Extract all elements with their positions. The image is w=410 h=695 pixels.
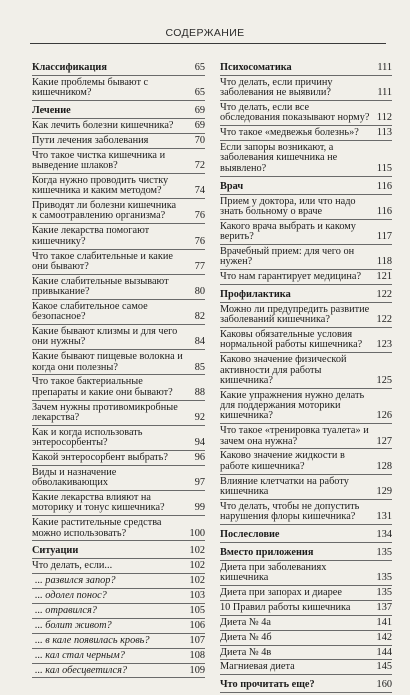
toc-entry [32, 561, 205, 571]
toc-page-number: 122 [376, 314, 392, 326]
toc-entry [220, 272, 392, 282]
toc-page-number: 102 [189, 575, 205, 587]
toc-page-number: 112 [376, 112, 392, 124]
toc-entry-divider [220, 327, 392, 328]
toc-page-number: 113 [376, 127, 392, 139]
toc-entry-divider [220, 284, 392, 285]
toc-entry [220, 197, 392, 218]
toc-entry-divider [32, 573, 205, 574]
toc-entry-title: Зачем нужны противомикробные лекарства? [32, 401, 178, 423]
toc-entry-divider [220, 542, 392, 543]
toc-section-heading [220, 530, 392, 540]
toc-page-number: 145 [376, 661, 392, 673]
toc-entry-title: Диета № 4б [220, 631, 272, 643]
toc-entry [32, 493, 205, 514]
toc-entry-title: Какие лекарства влияют на моторику и тонус кишечника? [32, 492, 165, 514]
toc-page-number: 137 [376, 601, 392, 613]
toc-page-number: 102 [189, 560, 205, 572]
toc-page-number: 105 [189, 605, 205, 617]
toc-entry [220, 588, 392, 598]
toc-entry-title: ... развился запор? [35, 575, 116, 587]
toc-entry-divider [220, 499, 392, 500]
toc-entry-title: ... одолел понос? [35, 590, 107, 602]
toc-entry-title: Какие лекарства помогают кишечнику? [32, 225, 150, 247]
toc-right-column [220, 58, 392, 695]
toc-entry-divider [32, 677, 205, 678]
toc-entry-title: Магниевая диета [220, 661, 295, 673]
toc-entry-divider [32, 223, 205, 224]
toc-entry [32, 121, 205, 131]
toc-page-number: 123 [376, 339, 392, 351]
toc-entry-divider [32, 465, 205, 466]
toc-entry [220, 603, 392, 613]
toc-entry [220, 222, 392, 243]
toc-page-number: 131 [376, 511, 392, 523]
toc-entry [32, 327, 205, 348]
toc-entry-divider [220, 423, 392, 424]
toc-entry-title: Когда нужно проводить чистку кишечника и каким методом? [32, 174, 169, 197]
toc-entry-divider [32, 249, 205, 250]
toc-entry [32, 201, 205, 222]
toc-entry-divider [220, 176, 392, 177]
toc-entry-title: Влияние клетчатки на работу кишечника [220, 475, 349, 497]
toc-section-heading [32, 63, 205, 73]
toc-entry-title: Что такое «медвежья болезнь»? [220, 127, 359, 139]
toc-entry-title: Если запоры возникают, а заболевания кишечника не выявлено? [220, 142, 338, 174]
toc-page-number: 111 [377, 87, 392, 99]
toc-page-number: 141 [376, 616, 392, 628]
toc-section-heading [220, 680, 392, 690]
page-title: СОДЕРЖАНИЕ [165, 27, 245, 39]
toc-page-number: 92 [194, 411, 205, 423]
toc-entry [32, 453, 205, 463]
toc-entry [220, 633, 392, 643]
toc-entry-title: 10 Правил работы кишечника [220, 601, 351, 613]
toc-section-heading [220, 63, 392, 73]
toc-entry-divider [32, 148, 205, 149]
toc-entry-title: Что прочитать еще? [220, 679, 315, 691]
toc-entry-divider [32, 173, 205, 174]
toc-entry-divider [220, 352, 392, 353]
toc-entry [220, 247, 392, 268]
toc-page-number: 84 [194, 336, 205, 348]
toc-entry [220, 128, 392, 138]
toc-entry-divider [32, 400, 205, 401]
toc-entry-divider [32, 100, 205, 101]
toc-entry-divider [220, 194, 392, 195]
toc-entry-title: Какие проблемы бывают с кишечником? [32, 76, 149, 99]
toc-entry-title: Что такое слабительные и какие они бывают? [32, 250, 173, 272]
toc-entry [32, 302, 205, 323]
toc-page-number: 97 [194, 477, 205, 489]
toc-entry-divider [220, 659, 392, 660]
toc-page-number: 117 [376, 231, 392, 243]
toc-page-number: 69 [194, 105, 205, 117]
toc-page-number: 100 [189, 527, 205, 539]
toc-entry-title: Каково значение жидкости в работе кишечника? [220, 450, 345, 472]
toc-page-number: 135 [376, 546, 392, 558]
toc-section-heading [32, 106, 205, 116]
toc-entry-title: Что такое бактериальные препараты и какие они бывают? [32, 376, 173, 398]
toc-page-number: 111 [377, 62, 392, 73]
toc-page-number: 129 [376, 485, 392, 497]
toc-entry [32, 576, 205, 586]
toc-entry-title: Какие растительные средства можно использовать? [32, 517, 162, 539]
toc-entry [32, 621, 205, 631]
toc-entry [220, 103, 392, 124]
toc-entry-title: Как и когда использовать энтеросорбенты? [32, 426, 143, 449]
toc-page-number: 106 [189, 619, 205, 631]
toc-page-number: 99 [194, 502, 205, 514]
toc-entry-title: Диета при запорах и диарее [220, 586, 342, 598]
toc-page-number: 125 [376, 374, 392, 386]
toc-left-column [32, 58, 205, 680]
toc-entry-title: Что делать, если... [32, 560, 113, 572]
toc-entry-divider [32, 648, 205, 649]
toc-entry-title: Что такое чистка кишечника и выведение шлаков? [32, 149, 166, 172]
toc-page-number: 121 [376, 271, 392, 283]
toc-entry-divider [220, 388, 392, 389]
toc-entry [32, 468, 205, 489]
toc-entry-title: ... кал обесцветился? [35, 664, 128, 676]
toc-page-number: 116 [376, 205, 392, 217]
toc-entry-divider [32, 603, 205, 604]
toc-entry-title: Что нам гарантирует медицина? [220, 271, 362, 283]
toc-entry-title: Какой энтеросорбент выбрать? [32, 452, 168, 463]
toc-entry-title: Прием у доктора, или что надо знать больному о враче [220, 195, 356, 217]
toc-entry-title: Какие бывают пищевые волокна и когда они полезны? [32, 351, 183, 373]
toc-entry-divider [220, 75, 392, 76]
toc-entry-divider [220, 474, 392, 475]
toc-entry-title: Какие бывают клизмы и для чего они нужны? [32, 326, 178, 348]
toc-entry-divider [220, 645, 392, 646]
toc-entry-title: Каковы обязательные условия нормальной работы кишечника? [220, 329, 363, 351]
toc-entry-divider [32, 349, 205, 350]
toc-entry-title: Диета № 4а [220, 616, 271, 628]
toc-entry-title: Приводят ли болезни кишечника к самоотравлению организма? [32, 200, 177, 222]
toc-page-number: 96 [194, 452, 205, 463]
toc-page-number: 122 [376, 288, 392, 300]
toc-entry-divider [220, 125, 392, 126]
toc-entry [32, 636, 205, 646]
toc-page-number: 76 [194, 235, 205, 247]
toc-entry [220, 451, 392, 472]
toc-entry-title: Что делать, чтобы не допустить нарушения флоры кишечника? [220, 500, 360, 523]
toc-entry-title: Врач [220, 180, 244, 192]
toc-entry-divider [220, 692, 392, 693]
toc-page-number: 69 [194, 119, 205, 131]
toc-entry-divider [220, 219, 392, 220]
toc-entry-title: Пути лечения заболевания [32, 134, 149, 146]
toc-entry-title: ... отравился? [35, 605, 97, 617]
toc-entry-divider [32, 324, 205, 325]
toc-page-number: 118 [376, 256, 392, 268]
toc-entry-divider [32, 633, 205, 634]
toc-entry-divider [220, 269, 392, 270]
toc-entry-title: Что делать, если причину заболевания не выявили? [220, 76, 333, 99]
toc-entry [220, 502, 392, 523]
toc-page-number: 77 [194, 260, 205, 272]
toc-page-number: 128 [376, 460, 392, 472]
toc-entry-title: ... в кале появилась кровь? [35, 634, 150, 646]
toc-page-number: 72 [194, 160, 205, 172]
toc-page-number: 134 [376, 528, 392, 540]
toc-section-heading [220, 182, 392, 192]
toc-entry [32, 518, 205, 539]
toc-page-number: 115 [376, 162, 392, 174]
toc-entry-title: Лечение [32, 105, 71, 117]
toc-entry-title: Послесловие [220, 528, 280, 540]
toc-entry-title: Диета № 4в [220, 646, 272, 658]
toc-entry-divider [220, 600, 392, 601]
toc-entry-divider [32, 198, 205, 199]
toc-entry-divider [32, 558, 205, 559]
toc-entry-divider [220, 674, 392, 675]
toc-entry-title: Диета при заболеваниях кишечника [220, 561, 327, 584]
toc-entry [32, 277, 205, 298]
toc-page-number: 94 [194, 437, 205, 449]
toc-entry-divider [220, 302, 392, 303]
toc-entry [220, 305, 392, 326]
toc-entry [32, 666, 205, 676]
toc-page-number: 85 [194, 361, 205, 373]
toc-entry-title: Психосоматика [220, 62, 292, 73]
toc-page-number: 142 [376, 631, 392, 643]
toc-entry-title: Профилактика [220, 288, 291, 300]
toc-entry-title: Врачебный прием: для чего он нужен? [220, 245, 355, 268]
toc-entry [220, 618, 392, 628]
toc-entry-divider [220, 244, 392, 245]
toc-entry [220, 78, 392, 99]
toc-page-number: 109 [189, 664, 205, 676]
toc-page-number: 126 [376, 410, 392, 422]
toc-entry-divider [32, 118, 205, 119]
toc-entry [32, 352, 205, 373]
toc-entry-divider [32, 75, 205, 76]
toc-entry-title: Как лечить болезни кишечника? [32, 119, 174, 131]
toc-entry [220, 477, 392, 498]
header-divider [30, 43, 386, 44]
toc-entry-divider [32, 374, 205, 375]
toc-entry-title: Какие упражнения нужно делать для поддержания моторики кишечника? [220, 389, 365, 422]
toc-entry-divider [220, 448, 392, 449]
toc-page-number: 116 [376, 180, 392, 192]
toc-entry-divider [220, 630, 392, 631]
toc-entry-divider [32, 663, 205, 664]
toc-entry [220, 330, 392, 351]
toc-entry-title: Можно ли предупредить развитие заболеваний кишечника? [220, 303, 370, 326]
toc-entry-divider [32, 540, 205, 541]
toc-page-number: 107 [189, 634, 205, 646]
toc-section-heading [220, 548, 392, 558]
toc-entry-divider [220, 140, 392, 141]
toc-entry [32, 403, 205, 424]
toc-entry [32, 226, 205, 247]
toc-entry [32, 428, 205, 449]
toc-entry-divider [32, 515, 205, 516]
toc-entry-title: Что такое «тренировка туалета» и зачем она нужна? [220, 425, 369, 447]
toc-page-number: 144 [376, 646, 392, 658]
toc-entry-title: Какое слабительное самое безопасное? [32, 300, 148, 323]
toc-entry [32, 136, 205, 146]
toc-entry-title: ... болит живот? [35, 619, 112, 631]
toc-entry-divider [32, 490, 205, 491]
toc-page-number: 102 [189, 545, 205, 557]
toc-entry-title: Ситуации [32, 545, 79, 557]
toc-entry [220, 648, 392, 658]
toc-entry [220, 391, 392, 422]
toc-entry-divider [220, 585, 392, 586]
toc-entry-divider [220, 100, 392, 101]
toc-entry [32, 252, 205, 273]
toc-entry-divider [220, 615, 392, 616]
toc-entry-title: Что делать, если все обследования показывают норму? [220, 102, 370, 124]
toc-section-heading [32, 546, 205, 556]
toc-entry [220, 355, 392, 386]
toc-entry-divider [32, 299, 205, 300]
toc-page-number: 82 [194, 311, 205, 323]
toc-entry [32, 651, 205, 661]
toc-entry-divider [220, 560, 392, 561]
toc-entry [220, 426, 392, 447]
toc-entry-title: Каково значение физической активности для работы кишечника? [220, 354, 347, 386]
toc-entry [32, 377, 205, 398]
toc-page-number: 135 [376, 572, 392, 584]
page-header [0, 0, 410, 44]
toc-section-heading [220, 290, 392, 300]
toc-page-number: 80 [194, 285, 205, 297]
toc-entry [220, 662, 392, 672]
toc-page-number: 127 [376, 435, 392, 447]
toc-entry-divider [32, 618, 205, 619]
toc-entry-title: ... кал стал черным? [35, 649, 125, 661]
toc-page-number: 108 [189, 649, 205, 661]
toc-page-number: 76 [194, 210, 205, 222]
toc-page-number: 65 [194, 62, 205, 73]
toc-page-number: 70 [194, 134, 205, 146]
toc-entry [32, 151, 205, 172]
toc-entry [32, 606, 205, 616]
toc-entry-title: Какие слабительные вызывают привыкание? [32, 275, 169, 297]
toc-entry [220, 563, 392, 584]
toc-entry-divider [32, 274, 205, 275]
toc-entry-title: Классификация [32, 62, 107, 73]
toc-entry-divider [32, 133, 205, 134]
toc-page-number: 88 [194, 386, 205, 398]
toc-entry [32, 176, 205, 197]
toc-entry-title: Какого врача выбрать и какому верить? [220, 220, 356, 243]
toc-page-number: 135 [376, 586, 392, 598]
toc-entry-divider [220, 524, 392, 525]
toc-entry-title: Виды и назначение обволакивающих [32, 466, 117, 489]
toc-page-number: 65 [194, 87, 205, 99]
toc-entry-divider [32, 588, 205, 589]
toc-page-number: 74 [194, 185, 205, 197]
toc-entry-divider [32, 450, 205, 451]
toc-entry [32, 78, 205, 99]
toc-entry [220, 143, 392, 174]
toc-page-number: 103 [189, 590, 205, 602]
toc-page-number: 160 [376, 679, 392, 691]
toc-entry-title: Вместо приложения [220, 546, 314, 558]
toc-entry [32, 591, 205, 601]
toc-entry-divider [32, 425, 205, 426]
